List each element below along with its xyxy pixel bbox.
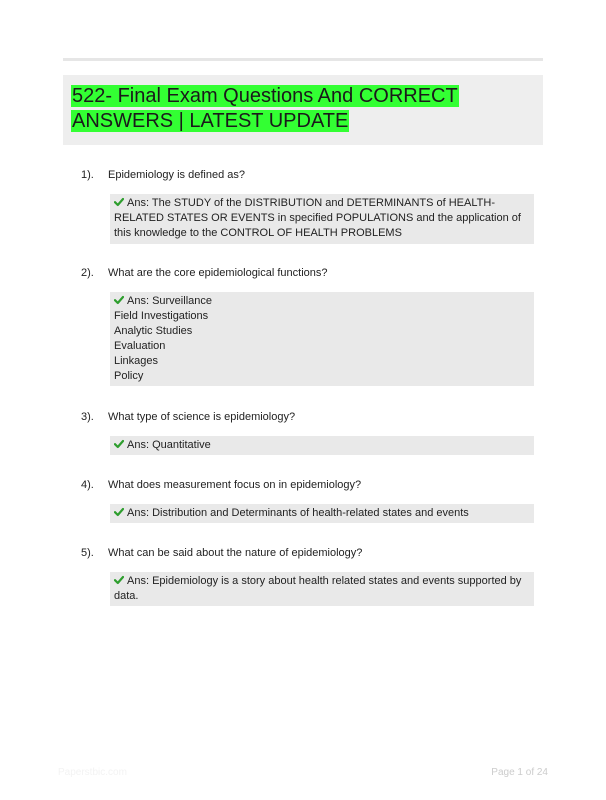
answer-text: Policy: [114, 370, 144, 382]
check-icon: [114, 197, 124, 207]
answer-text: Ans: Distribution and Determinants of health-related states and events: [127, 507, 469, 519]
check-icon: [114, 507, 124, 517]
title-banner: [63, 75, 543, 145]
page-number: Page 1 of 24: [491, 767, 548, 778]
answer-box: [110, 572, 534, 606]
question-number: 4).: [81, 479, 94, 491]
answer-text: Ans: Quantitative: [127, 439, 211, 451]
answer-box: [110, 194, 534, 244]
check-icon: [114, 575, 124, 585]
answer-box: [110, 292, 534, 386]
answer-box: [110, 436, 534, 455]
question-text: What are the core epidemiological functions?: [108, 267, 328, 279]
check-icon: [114, 439, 124, 449]
question-text: Epidemiology is defined as?: [108, 169, 245, 181]
question-text: What type of science is epidemiology?: [108, 411, 296, 423]
question-number: 3).: [81, 411, 94, 423]
question-number: 5).: [81, 547, 94, 559]
answer-text: Field Investigations: [114, 310, 209, 322]
title-highlight: 522- Final Exam Questions And CORRECT ANSWERS | LATEST UPDATE: [72, 85, 458, 132]
answer-text: Ans: Surveillance: [127, 295, 212, 307]
question-text: What does measurement focus on in epidemiology?: [108, 479, 362, 491]
top-divider: [63, 58, 543, 61]
page-title: [71, 84, 531, 134]
answer-text: Ans: Epidemiology is a story about health related states and events supported by data.: [114, 575, 522, 602]
answer-text: Linkages: [114, 355, 159, 367]
answer-box: [110, 504, 534, 523]
check-icon: [114, 295, 124, 305]
question-text: What can be said about the nature of epidemiology?: [108, 547, 363, 559]
question-number: 2).: [81, 267, 94, 279]
answer-text: Ans: The STUDY of the DISTRIBUTION and DETERMINANTS of HEALTH-RELATED STATES OR EVENTS in specified POPULATIONS and the application of this knowledge to the CONTROL OF HEALTH PROBLEMS: [114, 197, 521, 239]
footer-brand: Paperstbic.com: [58, 767, 127, 778]
answer-text: Evaluation: [114, 340, 166, 352]
question-number: 1).: [81, 169, 94, 181]
answer-text: Analytic Studies: [114, 325, 193, 337]
